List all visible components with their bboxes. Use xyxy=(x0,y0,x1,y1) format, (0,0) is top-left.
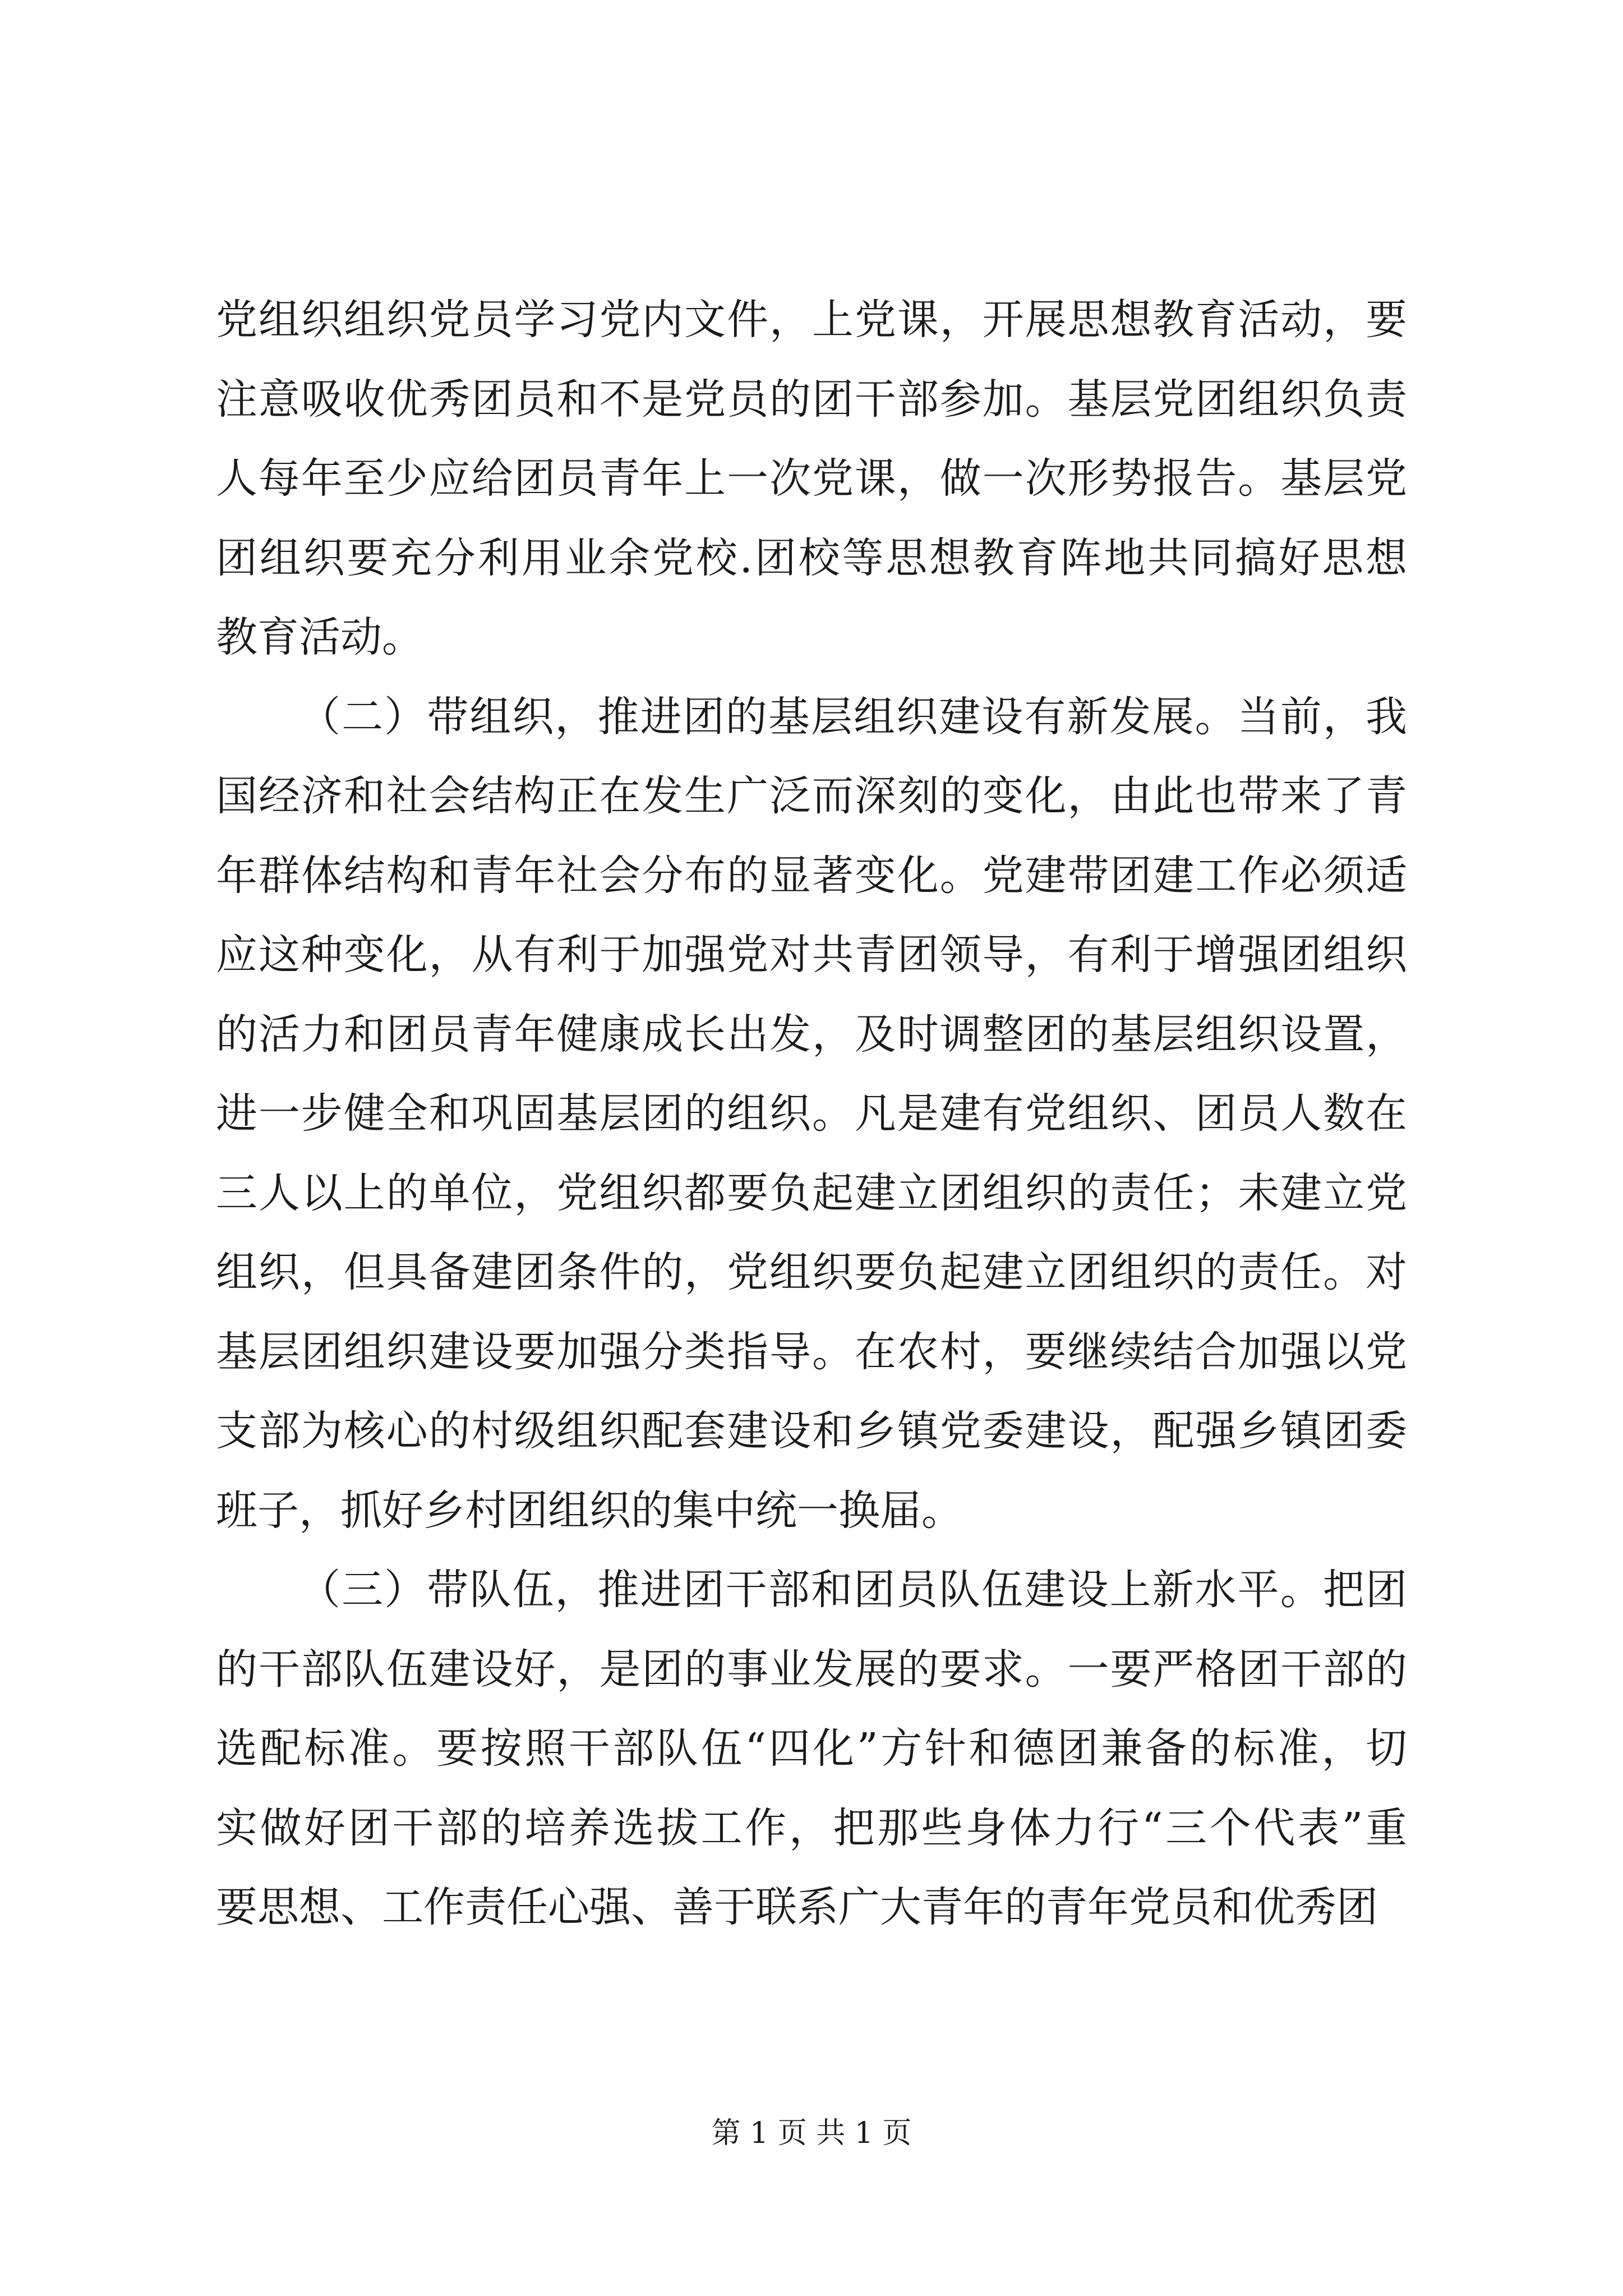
text-line: 国经济和社会结构正在发生广泛而深刻的变化，由此也带来了青 xyxy=(216,772,1407,820)
paragraph-2 xyxy=(216,678,1407,1551)
text-line: 选配标准。要按照干部队伍“四化”方针和德团兼备的标准，切 xyxy=(216,1724,1407,1773)
text-line: 三人以上的单位，党组织都要负起建立团组织的责任；未建立党 xyxy=(216,1168,1407,1217)
text-line: 团组织要充分利用业余党校.团校等思想教育阵地共同搞好思想 xyxy=(216,533,1407,582)
text-line: 组织，但具备建团条件的，党组织要负起建立团组织的责任。对 xyxy=(216,1248,1407,1296)
text-line: （三）带队伍，推进团干部和团员队伍建设上新水平。把团 xyxy=(299,1566,1407,1614)
text-line: 的活力和团员青年健康成长出发，及时调整团的基层组织设置， xyxy=(216,1010,1407,1059)
text-line: 注意吸收优秀团员和不是党员的团干部参加。基层党团组织负责 xyxy=(216,375,1407,424)
text-line: 年群体结构和青年社会分布的显著变化。党建带团建工作必须适 xyxy=(216,851,1407,900)
text-line: 班子，抓好乡村团组织的集中统一换届。 xyxy=(216,1486,963,1535)
paragraph-1 xyxy=(216,280,1407,678)
text-line: 基层团组织建设要加强分类指导。在农村，要继续结合加强以党 xyxy=(216,1327,1407,1376)
text-line: （二）带组织，推进团的基层组织建设有新发展。当前，我 xyxy=(299,692,1407,741)
body-text xyxy=(216,280,1407,1948)
text-line: 党组织组织党员学习党内文件，上党课，开展思想教育活动，要 xyxy=(216,296,1407,344)
text-line: 人每年至少应给团员青年上一次党课，做一次形势报告。基层党 xyxy=(216,454,1407,503)
text-line: 教育活动。 xyxy=(216,613,423,661)
text-line: 要思想、工作责任心强、善于联系广大青年的青年党员和优秀团 xyxy=(216,1883,1378,1931)
text-line: 进一步健全和巩固基层团的组织。凡是建有党组织、团员人数在 xyxy=(216,1089,1407,1138)
paragraph-3 xyxy=(216,1550,1407,1948)
text-line: 应这种变化，从有利于加强党对共青团领导，有利于增强团组织 xyxy=(216,931,1407,979)
text-line: 的干部队伍建设好，是团的事业发展的要求。一要严格团干部的 xyxy=(216,1645,1407,1694)
page-footer: 第 1 页 共 1 页 xyxy=(711,2116,912,2150)
text-line: 实做好团干部的培养选拔工作，把那些身体力行“三个代表”重 xyxy=(216,1803,1407,1852)
text-line: 支部为核心的村级组织配套建设和乡镇党委建设，配强乡镇团委 xyxy=(216,1407,1407,1455)
